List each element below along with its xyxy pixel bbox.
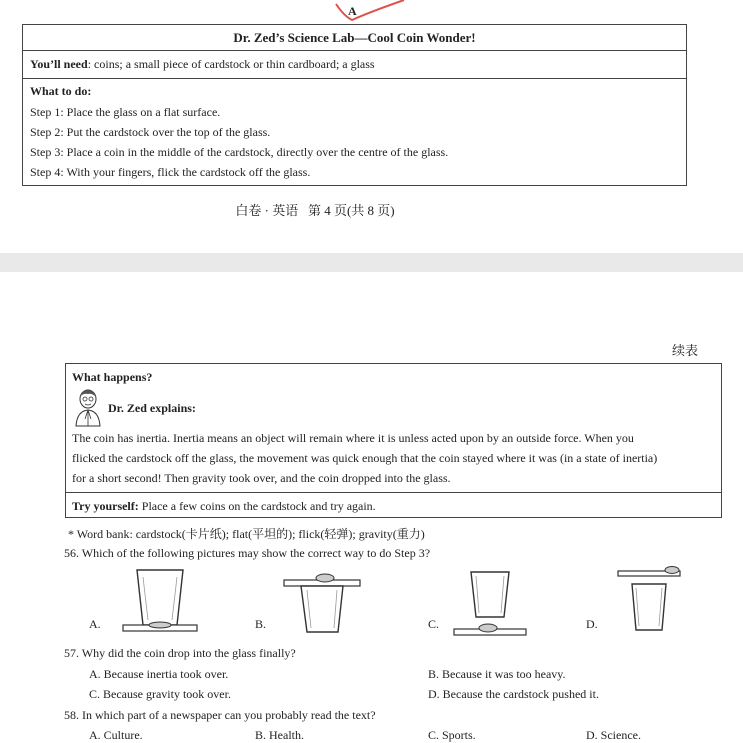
- red-pen-mark: [330, 0, 420, 22]
- q58-option-c: C. Sports.: [428, 728, 476, 742]
- word-bank: * Word bank: cardstock(卡片纸); flat(平坦的); flick(轻弹); gravity(重力): [68, 527, 425, 541]
- continued-label: 续表: [672, 343, 699, 358]
- step-3: Step 3: Place a coin in the middle of the cardstock, directly over the centre of the glass.: [30, 145, 449, 159]
- you-need-label: You’ll need: [30, 57, 88, 71]
- step-4: Step 4: With your fingers, flick the cardstock off the glass.: [30, 165, 311, 179]
- page-footer: 白卷 · 英语 第 4 页(共 8 页): [235, 203, 395, 218]
- step-2: Step 2: Put the cardstock over the top of the glass.: [30, 125, 271, 139]
- question-58: 58. In which part of a newspaper can you probably read the text?: [64, 708, 376, 722]
- try-yourself-row: Try yourself: Place a few coins on the cardstock and try again.: [72, 499, 376, 513]
- what-to-do-heading: What to do:: [30, 84, 92, 98]
- page-top: [0, 0, 743, 253]
- explanation-line-2: flicked the cardstock off the glass, the movement was quick enough that the coin stayed where it was (in a state of inertia): [72, 451, 658, 465]
- q56-picture-d: [614, 564, 686, 636]
- explanation-line-1: The coin has inertia. Inertia means an object will remain where it is unless acted upon by an outside force. When you: [72, 431, 634, 445]
- q57-option-a: A. Because inertia took over.: [89, 667, 229, 681]
- try-yourself-text: Place a few coins on the cardstock and try again.: [141, 499, 376, 513]
- dr-zed-avatar: [72, 389, 104, 427]
- q57-option-c: C. Because gravity took over.: [89, 687, 231, 701]
- try-yourself-label: Try yourself: [72, 499, 135, 513]
- q56-option-c: C.: [428, 617, 440, 631]
- q57-option-d: D. Because the cardstock pushed it.: [428, 687, 599, 701]
- section-letter: A: [348, 4, 357, 18]
- step-1: Step 1: Place the glass on a flat surface.: [30, 105, 221, 119]
- you-need-row: You’ll need: coins; a small piece of cardstock or thin cardboard; a glass: [30, 57, 375, 71]
- q58-option-d: D. Science.: [586, 728, 641, 742]
- page-bottom: [0, 272, 743, 742]
- q58-option-a: A. Culture.: [89, 728, 143, 742]
- you-need-text: coins; a small piece of cardstock or thin cardboard; a glass: [94, 57, 375, 71]
- q56-picture-c: [450, 562, 530, 640]
- q56-picture-b: [282, 570, 362, 638]
- q58-option-b: B. Health.: [255, 728, 304, 742]
- q56-option-d: D.: [586, 617, 598, 631]
- q56-option-b: B.: [255, 617, 267, 631]
- lab-title: Dr. Zed’s Science Lab—Cool Coin Wonder!: [233, 30, 476, 45]
- q57-option-b: B. Because it was too heavy.: [428, 667, 566, 681]
- page-gap: [0, 253, 743, 272]
- question-57: 57. Why did the coin drop into the glass finally?: [64, 646, 296, 660]
- q56-option-a: A.: [89, 617, 101, 631]
- q56-picture-a: [120, 565, 200, 635]
- dr-zed-explains-heading: Dr. Zed explains:: [108, 401, 196, 415]
- what-happens-heading: What happens?: [72, 370, 153, 384]
- explanation-line-3: for a short second! Then gravity took over, and the coin dropped into the glass.: [72, 471, 451, 485]
- question-56: 56. Which of the following pictures may show the correct way to do Step 3?: [64, 546, 431, 560]
